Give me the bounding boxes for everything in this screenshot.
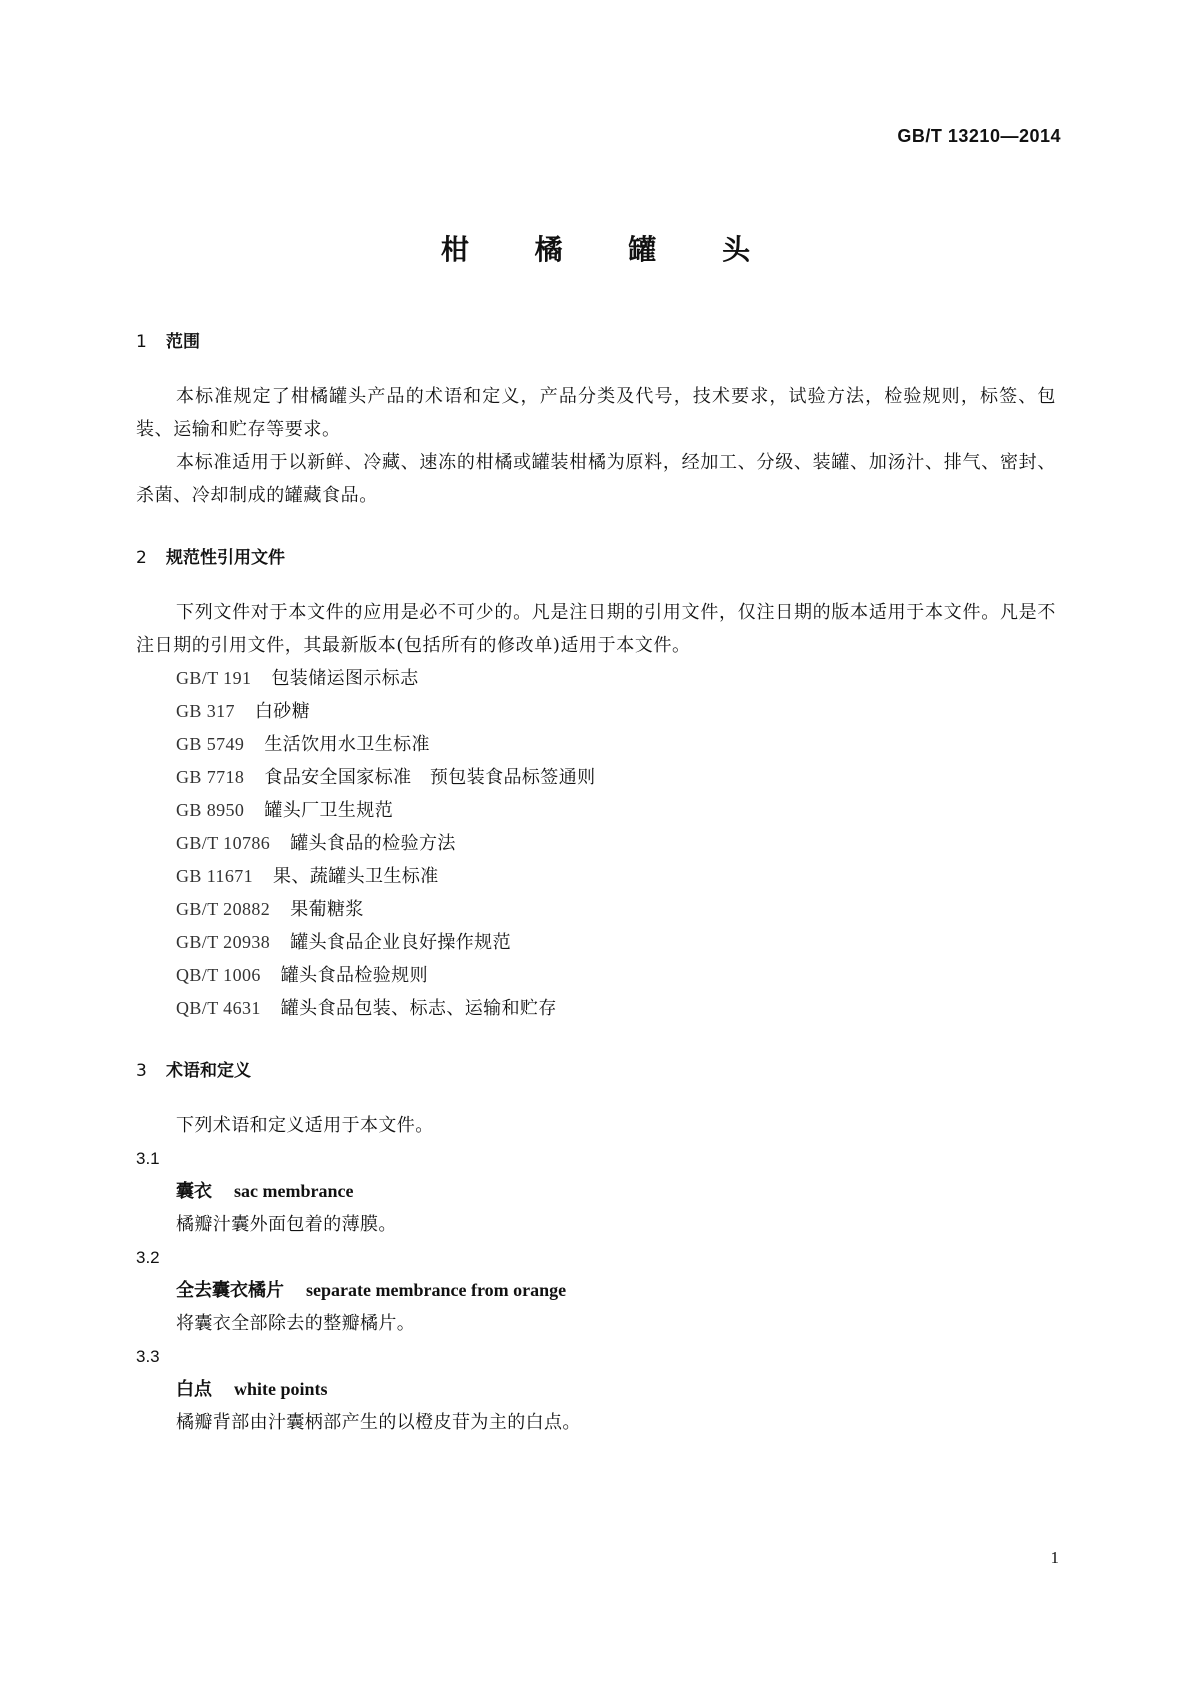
term-entry <box>136 1142 1056 1241</box>
section-number: 3 <box>136 1061 147 1081</box>
reference-item: GB 7718 食品安全国家标准 预包装食品标签通则 <box>176 767 596 788</box>
section-title: 范围 <box>166 332 200 352</box>
reference-item: GB 317 白砂糖 <box>176 701 311 722</box>
term-entry <box>136 1340 1056 1439</box>
reference-list <box>136 662 1056 1025</box>
standard-code: GB/T 13210—2014 <box>897 126 1061 146</box>
reference-item: GB/T 191 包装储运图示标志 <box>176 668 419 689</box>
section-2-intro: 下列文件对于本文件的应用是必不可少的。凡是注日期的引用文件，仅注日期的版本适用于本文件。凡是不注日期的引用文件，其最新版本(包括所有的修改单)适用于本文件。 <box>136 602 1056 656</box>
document-body <box>136 330 1056 1439</box>
reference-item: GB/T 20882 果葡糖浆 <box>176 899 364 920</box>
section-title: 术语和定义 <box>166 1061 251 1081</box>
term-definition: 橘瓣汁囊外面包着的薄膜。 <box>176 1214 397 1235</box>
section-2-heading <box>136 546 1056 570</box>
term-name: 囊衣 sac membrance <box>176 1181 354 1202</box>
reference-item: QB/T 1006 罐头食品检验规则 <box>176 965 428 986</box>
section-number: 1 <box>136 332 147 352</box>
term-number: 3.3 <box>136 1347 160 1366</box>
term-number: 3.2 <box>136 1248 160 1267</box>
section-3-intro: 下列术语和定义适用于本文件。 <box>176 1115 434 1136</box>
reference-item: GB/T 10786 罐头食品的检验方法 <box>176 833 456 854</box>
section-1-paragraph-1: 本标准规定了柑橘罐头产品的术语和定义，产品分类及代号，技术要求，试验方法，检验规则，标签、包装、运输和贮存等要求。 <box>136 386 1056 440</box>
term-definition: 橘瓣背部由汁囊柄部产生的以橙皮苷为主的白点。 <box>176 1412 581 1433</box>
section-number: 2 <box>136 548 147 568</box>
page-number: 1 <box>1050 1548 1059 1567</box>
term-name: 全去囊衣橘片 separate membrance from orange <box>176 1280 567 1301</box>
section-1-paragraph-2: 本标准适用于以新鲜、冷藏、速冻的柑橘或罐装柑橘为原料，经加工、分级、装罐、加汤汁、排气、密封、杀菌、冷却制成的罐藏食品。 <box>136 452 1056 506</box>
section-title: 规范性引用文件 <box>166 548 285 568</box>
reference-item: GB 11671 果、蔬罐头卫生标准 <box>176 866 439 887</box>
term-entry <box>136 1241 1056 1340</box>
term-name: 白点 white points <box>176 1379 328 1400</box>
document-title: 柑 橘 罐 头 <box>440 233 779 266</box>
term-definition: 将囊衣全部除去的整瓣橘片。 <box>176 1313 416 1334</box>
term-number: 3.1 <box>136 1149 160 1168</box>
section-1-heading <box>136 330 1056 354</box>
reference-item: GB/T 20938 罐头食品企业良好操作规范 <box>176 932 511 953</box>
reference-item: GB 5749 生活饮用水卫生标准 <box>176 734 430 755</box>
reference-item: QB/T 4631 罐头食品包装、标志、运输和贮存 <box>176 998 557 1019</box>
reference-item: GB 8950 罐头厂卫生规范 <box>176 800 394 821</box>
section-3-heading <box>136 1059 1056 1083</box>
